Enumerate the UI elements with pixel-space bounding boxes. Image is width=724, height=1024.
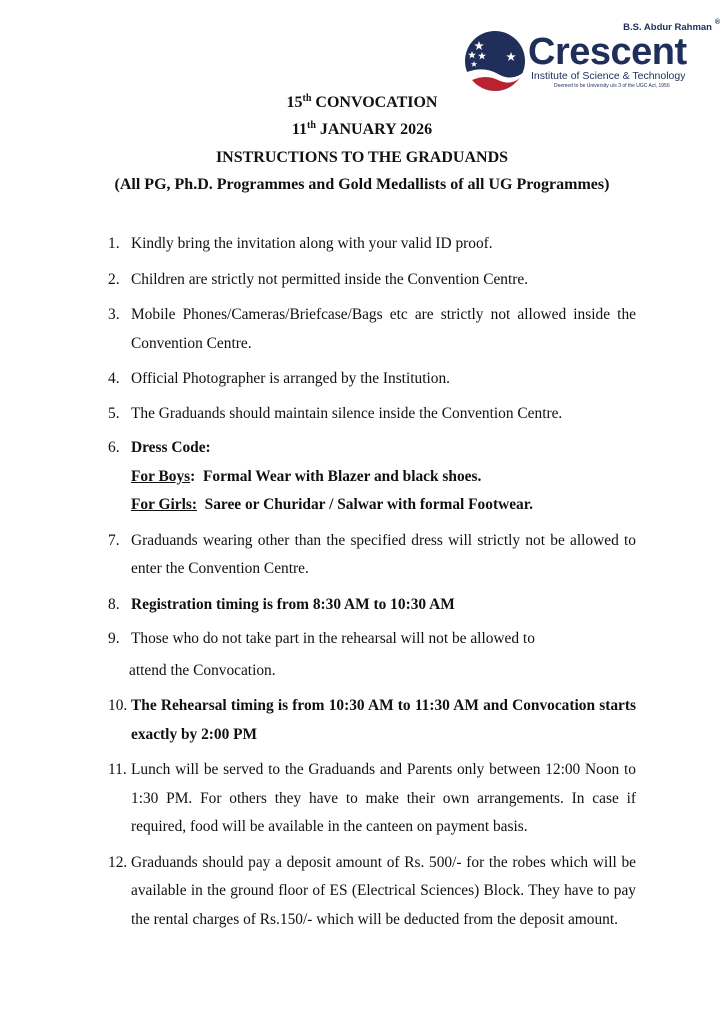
item-number: 9.: [108, 630, 120, 647]
date-heading: [0, 120, 724, 140]
crescent-emblem-icon: [464, 30, 526, 92]
boys-text: Formal Wear with Blazer and black shoes.: [203, 467, 482, 485]
dress-code-boys: [108, 463, 636, 492]
item-text: The Rehearsal timing is from 10:30 AM to 11:30 AM and Convocation starts exactly by 2:00 PM: [131, 697, 636, 743]
list-item: [108, 849, 636, 935]
item-text: Children are strictly not permitted inside the Convention Centre.: [131, 270, 529, 288]
item-text: The Graduands should maintain silence inside the Convention Centre.: [131, 404, 563, 422]
list-item: [108, 301, 636, 358]
dress-code-heading: Dress Code:: [131, 439, 211, 456]
item-number: 4.: [108, 370, 120, 387]
item-text: Graduands should pay a deposit amount of Rs. 500/- for the robes which will be available in the ground floor of ES (Electrical Sciences) Block. They have to pay the rental charges of Rs.150/- which will be deducted from the deposit amount.: [131, 853, 636, 928]
logo-name: Crescent: [528, 31, 687, 73]
item-number: 1.: [108, 235, 120, 252]
convocation-label: CONVOCATION: [315, 94, 438, 111]
list-item: [108, 692, 636, 749]
page-title: INSTRUCTIONS TO THE GRADUANDS: [215, 149, 509, 166]
list-item: [108, 756, 636, 842]
list-item: [108, 400, 636, 429]
convocation-heading: [0, 93, 724, 113]
list-item: [108, 625, 636, 685]
convocation-sup: th: [302, 93, 312, 104]
item-number: 5.: [108, 404, 120, 422]
item-number: 6.: [108, 439, 120, 456]
list-item: [108, 230, 636, 259]
logo-top-line: [528, 19, 720, 34]
list-item: [108, 266, 636, 295]
boys-colon: :: [190, 467, 196, 485]
item-text: Lunch will be served to the Graduands and Parents only between 12:00 Noon to 1:30 PM. For others they have to make their own arrangements. In case if required, food will be available in the canteen on payment basis.: [131, 761, 636, 835]
item-text-continued: attend the Convocation.: [129, 661, 276, 679]
logo-text-block: [528, 19, 720, 90]
girls-text: Saree or Churidar / Salwar with formal Footwear.: [204, 496, 533, 513]
logo-subtitle: Institute of Science & Technology: [531, 70, 686, 82]
page-subtitle: (All PG, Ph.D. Programmes and Gold Medallists of all UG Programmes): [114, 176, 610, 193]
item-text: Registration timing is from 8:30 AM to 10:30 AM: [131, 595, 455, 613]
girls-label: For Girls:: [131, 496, 197, 513]
registered-mark: ®: [714, 19, 720, 26]
date-rest: JANUARY 2026: [319, 121, 433, 138]
list-item-dress-code: [108, 434, 636, 520]
item-number: 7.: [108, 531, 120, 549]
list-item: [108, 591, 636, 620]
item-number: 8.: [108, 595, 120, 613]
date-sup: th: [307, 120, 316, 131]
institution-logo: [464, 19, 720, 96]
list-item: [108, 365, 636, 394]
item-text: Mobile Phones/Cameras/Briefcase/Bags etc are strictly not allowed inside the Convention Centre.: [131, 306, 636, 352]
date-day: 11: [291, 121, 308, 138]
instructions-list: [108, 230, 636, 934]
item-number: 11.: [108, 761, 127, 778]
item-number: 10.: [108, 697, 128, 714]
item-text: Kindly bring the invitation along with your valid ID proof.: [131, 235, 493, 252]
item-text: Official Photographer is arranged by the Institution.: [131, 370, 450, 387]
convocation-number: 15: [286, 94, 303, 111]
boys-label: For Boys: [131, 467, 191, 485]
item-number: 12.: [108, 853, 128, 871]
item-number: 3.: [108, 306, 120, 323]
dress-code-girls: [108, 491, 636, 520]
item-text: Graduands wearing other than the specified dress will strictly not be allowed to enter the Convention Centre.: [131, 531, 636, 577]
list-item: [108, 527, 636, 584]
item-text: Those who do not take part in the rehearsal will not be allowed to: [131, 630, 535, 647]
logo-top-text: B.S. Abdur Rahman: [623, 22, 712, 33]
item-number: 2.: [108, 270, 120, 288]
logo-deemed-text: Deemed to be University u/s 3 of the UGC Act, 1956: [554, 83, 670, 89]
